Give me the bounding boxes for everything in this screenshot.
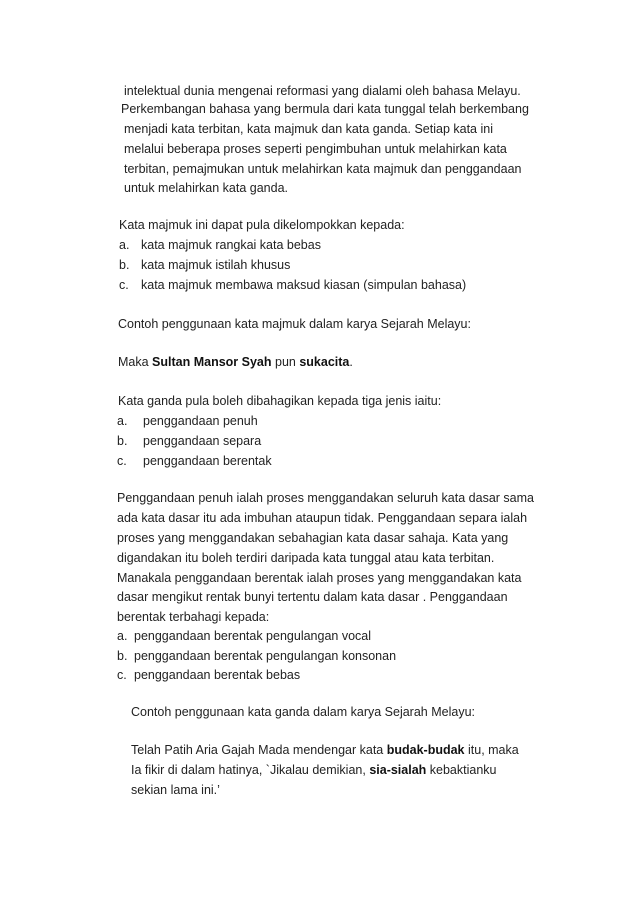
majmuk-item-c bbox=[119, 277, 466, 293]
para1-line-4: melalui beberapa proses seperti pengimbuhan untuk melahirkan kata bbox=[124, 142, 507, 156]
berentak-item-a bbox=[117, 628, 371, 644]
example-2-line-1 bbox=[131, 742, 519, 758]
list-item-text: penggandaan penuh bbox=[143, 414, 258, 428]
list-marker: a. bbox=[117, 629, 128, 643]
list-marker: b. bbox=[119, 258, 130, 272]
contoh-majmuk: Contoh penggunaan kata majmuk dalam karya Sejarah Melayu: bbox=[118, 317, 471, 331]
para2-line-4: digandakan itu boleh terdiri daripada kata tunggal atau kata terbitan. bbox=[117, 551, 495, 565]
list-marker: b. bbox=[117, 434, 128, 448]
example-bold: Sultan Mansor Syah bbox=[152, 355, 272, 369]
para2-line-1: Penggandaan penuh ialah proses menggandakan seluruh kata dasar sama bbox=[117, 491, 534, 505]
example-bold: budak-budak bbox=[386, 743, 465, 757]
list-marker: a. bbox=[119, 238, 130, 252]
list-marker: c. bbox=[117, 668, 127, 682]
example-text: pun bbox=[271, 355, 300, 369]
list-item-text: penggandaan berentak pengulangan konsonan bbox=[134, 649, 397, 663]
berentak-item-c bbox=[117, 667, 300, 683]
list-marker: b. bbox=[117, 649, 128, 663]
example-text: Ia fikir di dalam hatinya, `Jikalau demikian, bbox=[131, 763, 370, 777]
majmuk-item-a bbox=[119, 237, 321, 253]
ganda-item-a bbox=[117, 413, 258, 429]
para2-line-7: berentak terbahagi kepada: bbox=[117, 610, 270, 624]
list-item-text: kata majmuk istilah khusus bbox=[141, 258, 291, 272]
example-1 bbox=[118, 354, 353, 370]
list-marker: c. bbox=[119, 278, 129, 292]
majmuk-item-b bbox=[119, 257, 290, 273]
example-text: Maka bbox=[118, 355, 153, 369]
para1-line-2: Perkembangan bahasa yang bermula dari kata tunggal telah berkembang bbox=[121, 102, 529, 116]
para1-line-3: menjadi kata terbitan, kata majmuk dan kata ganda. Setiap kata ini bbox=[124, 122, 493, 136]
list-marker: c. bbox=[117, 454, 127, 468]
majmuk-intro: Kata majmuk ini dapat pula dikelompokkan kepada: bbox=[119, 218, 405, 232]
ganda-item-c bbox=[117, 453, 272, 469]
example-2-line-2 bbox=[131, 762, 496, 778]
list-item-text: penggandaan berentak pengulangan vocal bbox=[134, 629, 372, 643]
list-item-text: kata majmuk rangkai kata bebas bbox=[141, 238, 321, 252]
example-bold: sia-sialah bbox=[369, 763, 427, 777]
para2-line-6: dasar mengikut rentak bunyi tertentu dalam kata dasar . Penggandaan bbox=[117, 590, 508, 604]
example-text: Telah Patih Aria Gajah Mada mendengar kata bbox=[131, 743, 387, 757]
para2-line-5: Manakala penggandaan berentak ialah proses yang menggandakan kata bbox=[117, 571, 522, 585]
berentak-item-b bbox=[117, 648, 396, 664]
para1-line-1: intelektual dunia mengenai reformasi yang dialami oleh bahasa Melayu. bbox=[124, 84, 521, 98]
para1-line-5: terbitan, pemajmukan untuk melahirkan kata majmuk dan penggandaan bbox=[124, 162, 522, 176]
example-text: kebaktianku bbox=[426, 763, 497, 777]
para2-line-2: ada kata dasar itu ada imbuhan ataupun tidak. Penggandaan separa ialah bbox=[117, 511, 528, 525]
para2-line-3: proses yang menggandakan sebahagian kata dasar sahaja. Kata yang bbox=[117, 531, 509, 545]
contoh-ganda: Contoh penggunaan kata ganda dalam karya Sejarah Melayu: bbox=[131, 705, 475, 719]
example-2-line-3: sekian lama ini.’ bbox=[131, 783, 220, 797]
ganda-intro: Kata ganda pula boleh dibahagikan kepada tiga jenis iaitu: bbox=[118, 394, 442, 408]
para1-line-6: untuk melahirkan kata ganda. bbox=[124, 181, 288, 195]
list-item-text: penggandaan separa bbox=[143, 434, 262, 448]
list-item-text: penggandaan berentak bebas bbox=[134, 668, 301, 682]
ganda-item-b bbox=[117, 433, 261, 449]
example-bold: sukacita bbox=[299, 355, 350, 369]
list-item-text: kata majmuk membawa maksud kiasan (simpulan bahasa) bbox=[141, 278, 467, 292]
list-marker: a. bbox=[117, 414, 128, 428]
example-text: itu, maka bbox=[464, 743, 519, 757]
example-text: . bbox=[349, 355, 353, 369]
list-item-text: penggandaan berentak bbox=[143, 454, 272, 468]
